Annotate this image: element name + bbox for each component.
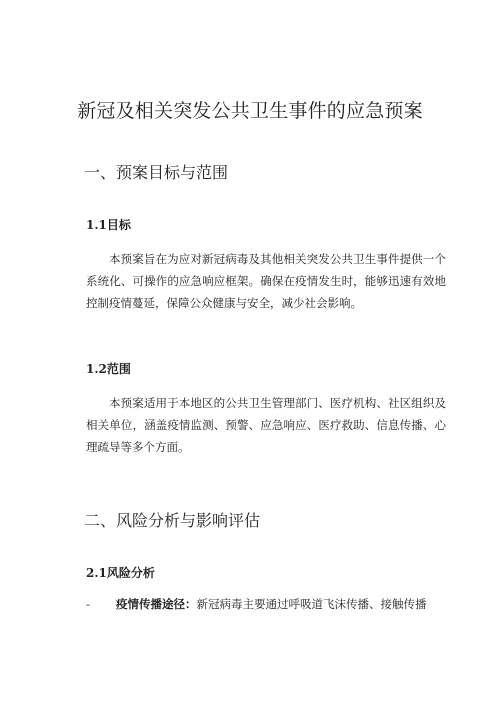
document-title: 新冠及相关突发公共卫生事件的应急预案 <box>77 100 423 122</box>
subsection-1-2-heading: 1.2范围 <box>86 362 131 376</box>
list-dash: - <box>86 597 90 611</box>
section-2-heading: 二、风险分析与影响评估 <box>84 511 261 530</box>
subsection-1-1-heading: 1.1目标 <box>86 218 131 232</box>
list-item-term: 疫情传播途径： <box>116 597 197 611</box>
subsection-2-1-heading: 2.1风险分析 <box>86 566 155 580</box>
list-item <box>86 596 466 612</box>
list-item-text: 新冠病毒主要通过呼吸道飞沫传播、接触传播 <box>196 597 427 611</box>
subsection-1-2-text: 本预案适用于本地区的公共卫生管理部门、医疗机构、社区组织及相关单位，涵盖疫情监测、预警、应急响应、医疗救助、信息传播、心理疏导等多个方面。 <box>86 396 446 454</box>
section-1-heading: 一、预案目标与范围 <box>84 163 229 182</box>
subsection-1-1-text: 本预案旨在为应对新冠病毒及其他相关突发公共卫生事件提供一个系统化、可操作的应急响应框架。确保在疫情发生时，能够迅速有效地控制疫情蔓延，保障公众健康与安全，减少社会影响。 <box>86 252 446 310</box>
